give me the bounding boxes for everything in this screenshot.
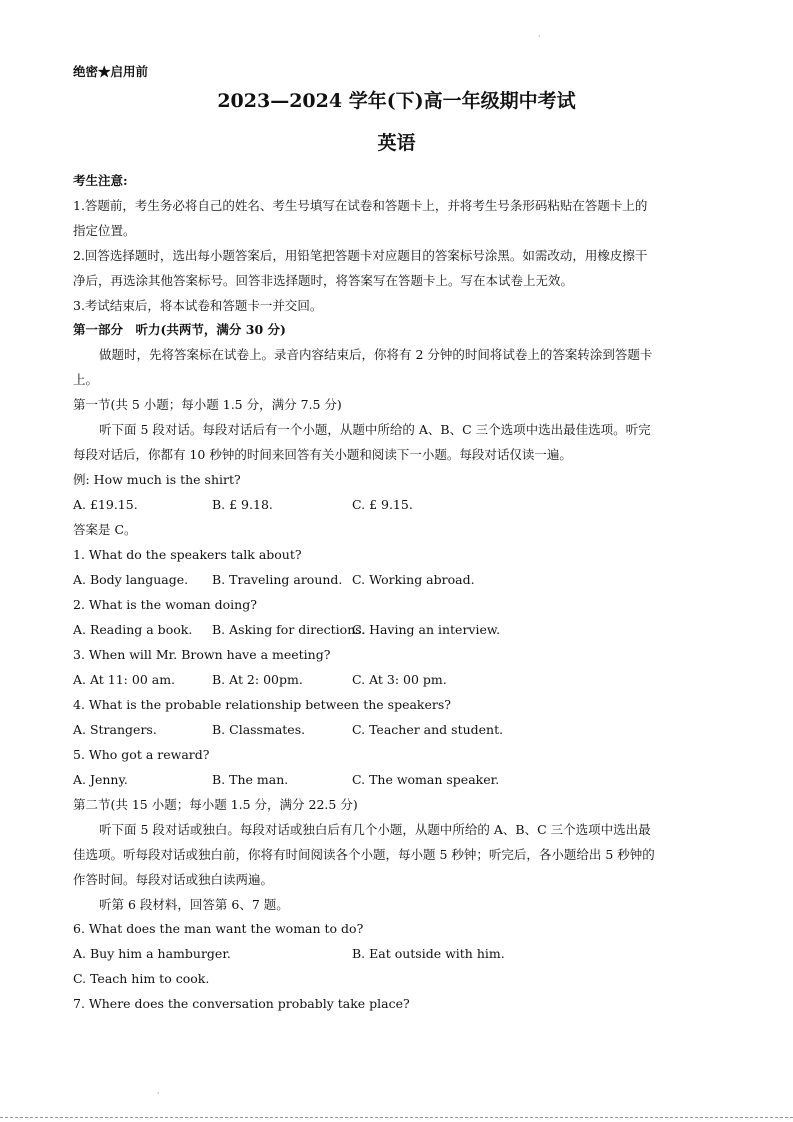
question-5-option-c: C. The woman speaker.: [352, 772, 500, 787]
scan-mark: ·: [538, 32, 541, 41]
question-5-option-b: B. The man.: [212, 772, 289, 787]
question-7: 7. Where does the conversation probably take place?: [73, 996, 410, 1011]
question-4: 4. What is the probable relationship between the speakers?: [73, 697, 451, 712]
notice-item-2-line-1: 2.回答选择题时，选出每小题答案后，用铅笔把答题卡对应题目的答案标号涂黑。如需改动，用橡皮擦干: [73, 248, 648, 263]
question-1-option-a: A. Body language.: [73, 572, 189, 587]
question-3-option-c: C. At 3: 00 pm.: [352, 672, 447, 687]
secret-label: 绝密★启用前: [73, 64, 149, 79]
question-2: 2. What is the woman doing?: [73, 597, 257, 612]
question-4-option-c: C. Teacher and student.: [352, 722, 504, 737]
notice-item-3: 3.考试结束后，将本试卷和答题卡一并交回。: [73, 298, 323, 313]
question-1-option-c: C. Working abroad.: [352, 572, 475, 587]
section1-heading: 第一节(共 5 小题；每小题 1.5 分，满分 7.5 分): [73, 397, 342, 412]
question-3-option-a: A. At 11: 00 am.: [73, 672, 176, 687]
question-3-option-b: B. At 2: 00pm.: [212, 672, 303, 687]
section1-instruction-line-2: 每段对话后，你都有 10 秒钟的时间来回答有关小题和阅读下一小题。每段对话仅读一遍。: [73, 447, 572, 462]
notice-heading: 考生注意:: [73, 173, 128, 188]
question-3: 3. When will Mr. Brown have a meeting?: [73, 647, 331, 662]
notice-item-1-line-2: 指定位置。: [73, 223, 136, 238]
notice-item-1-line-1: 1.答题前，考生务必将自己的姓名、考生号填写在试卷和答题卡上，并将考生号条形码粘贴在答题卡上的: [73, 198, 648, 213]
example-option-a: A. £19.15.: [73, 497, 138, 512]
question-6-option-b: B. Eat outside with him.: [352, 946, 505, 961]
question-2-option-a: A. Reading a book.: [73, 622, 193, 637]
example-option-b: B. £ 9.18.: [212, 497, 273, 512]
exam-title: 2023—2024 学年(下)高一年级期中考试: [217, 90, 576, 112]
section2-instruction-line-2: 佳选项。听每段对话或独白前，你将有时间阅读各个小题，每小题 5 秒钟；听完后，各小题给出 5 秒钟的: [73, 847, 655, 862]
material-6-heading: 听第 6 段材料，回答第 6、7 题。: [99, 897, 289, 912]
question-1: 1. What do the speakers talk about?: [73, 547, 302, 562]
example-question: 例: How much is the shirt?: [73, 472, 241, 487]
question-4-option-a: A. Strangers.: [73, 722, 157, 737]
section2-instruction-line-1: 听下面 5 段对话或独白。每段对话或独白后有几个小题，从题中所给的 A、B、C 三个选项中选出最: [99, 822, 651, 837]
question-5: 5. Who got a reward?: [73, 747, 210, 762]
example-option-c: C. £ 9.15.: [352, 497, 413, 512]
section2-heading: 第二节(共 15 小题；每小题 1.5 分，满分 22.5 分): [73, 797, 358, 812]
part1-heading: 第一部分 听力(共两节，满分 30 分): [73, 322, 286, 337]
question-4-option-b: B. Classmates.: [212, 722, 306, 737]
part1-intro-line-2: 上。: [73, 372, 99, 387]
question-6-option-c: C. Teach him to cook.: [73, 971, 210, 986]
page-bottom-rule: [0, 1117, 793, 1118]
question-6-option-a: A. Buy him a hamburger.: [73, 946, 231, 961]
example-answer: 答案是 C。: [73, 522, 137, 537]
subject-title: 英语: [377, 132, 416, 154]
notice-item-2-line-2: 净后，再选涂其他答案标号。回答非选择题时，将答案写在答题卡上。写在本试卷上无效。: [73, 273, 574, 288]
part1-intro-line-1: 做题时，先将答案标在试卷上。录音内容结束后，你将有 2 分钟的时间将试卷上的答案转涂到答题卡: [99, 347, 653, 362]
question-5-option-a: A. Jenny.: [73, 772, 128, 787]
question-1-option-b: B. Traveling around.: [212, 572, 343, 587]
footer-mark: ·: [157, 1089, 160, 1098]
section1-instruction-line-1: 听下面 5 段对话。每段对话后有一个小题，从题中所给的 A、B、C 三个选项中选出最佳选项。听完: [99, 422, 651, 437]
question-6: 6. What does the man want the woman to do?: [73, 921, 364, 936]
question-2-option-b: B. Asking for directions.: [212, 622, 366, 637]
section2-instruction-line-3: 作答时间。每段对话或独白读两遍。: [73, 872, 274, 887]
question-2-option-c: C. Having an interview.: [352, 622, 501, 637]
